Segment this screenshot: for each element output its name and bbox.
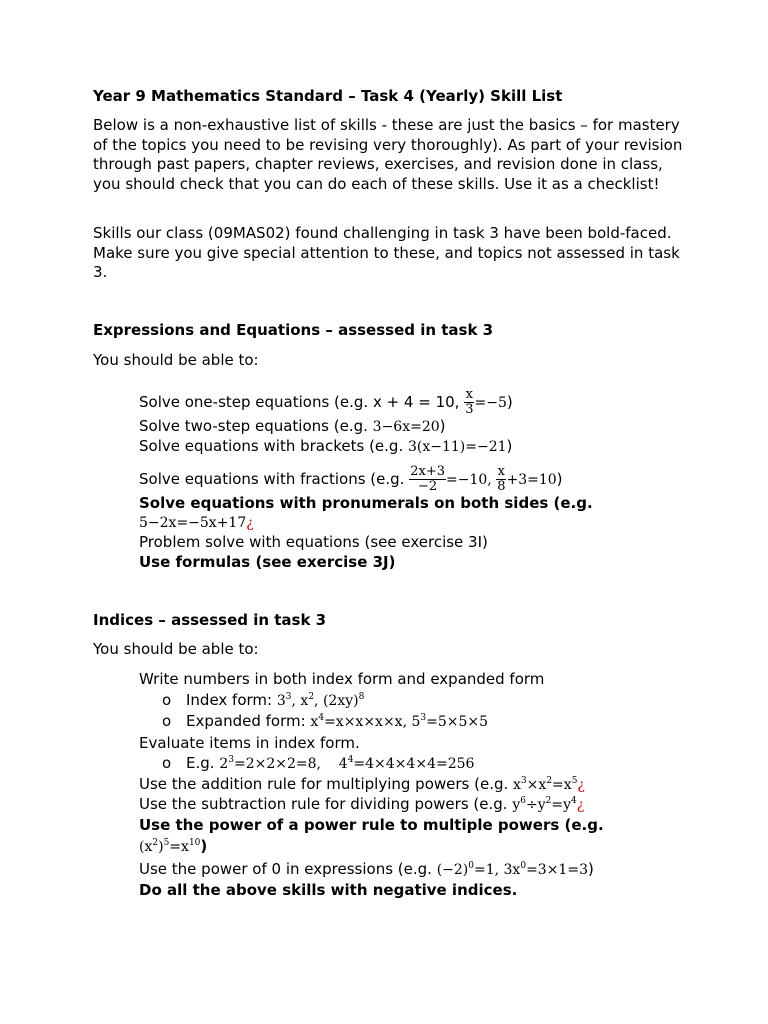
intro-paragraph-1: Below is a non-exhaustive list of skills - these are just the basics – for mastery of the topics you need to be revising very thoroughly). As part of your revision through past papers, chapter reviews, exercises, and revision done in class, you should check that you can do each of these skills. Use it as a checklist! xyxy=(93,116,683,193)
skill-negative-indices: Do all the above skills with negative indices. xyxy=(139,881,518,899)
bullet-icon: o xyxy=(162,754,172,772)
bullet-index-form: o Index form: $3^3$, $x^2$, $(2xy)^8$ xyxy=(162,691,365,709)
skill-one-step-equations: Solve one-step equations (e.g. x + 4 = 10, $\frac{x}{3}$ =−5) xyxy=(139,387,513,417)
section-heading-indices: Indices – assessed in task 3 xyxy=(93,611,327,629)
skill-equations-brackets: Solve equations with brackets (e.g. 3(x−11)=−21) xyxy=(139,437,513,455)
evaluate-example-math: $2^3=2\times 2\times 2=8$, $4^4=4\times 4\times 4\times 4=256$ xyxy=(219,755,475,772)
skill-problem-solve: Problem solve with equations (see exercise 3I) xyxy=(139,533,488,551)
fraction: $\frac{x}{8}$ xyxy=(497,464,506,494)
bullet-icon: o xyxy=(162,712,172,730)
fraction: $\frac{x}{3}$ xyxy=(465,387,474,417)
power-of-zero-math: $(-2)^0=1$, $3x^0=3\times 1=3$ xyxy=(436,861,588,878)
bullet-expanded-form: o Expanded form: $x^4=x\times x\times x\times x$, $5^3=5\times 5\times 5$ xyxy=(162,712,489,730)
skill-two-step-equations: Solve two-step equations (e.g. 3−6x=20) xyxy=(139,417,446,435)
subtraction-rule-math: $y^6\div y^2=y^4$ xyxy=(512,796,577,813)
section-lead-expressions: You should be able to: xyxy=(93,351,259,369)
skill-power-of-zero: Use the power of 0 in expressions (e.g. $(-2)^0=1$, $3x^0=3\times 1=3$) xyxy=(139,860,594,878)
addition-rule-math: $x^3\times x^2=x^5$ xyxy=(513,776,578,793)
skill-index-expanded-form: Write numbers in both index form and expanded form xyxy=(139,670,545,688)
skill-power-of-power: Use the power of a power rule to multiple powers (e.g. xyxy=(139,816,604,834)
skill-subtraction-rule: Use the subtraction rule for dividing powers (e.g. $y^6\div y^2=y^4¿$ xyxy=(139,795,585,813)
skill-power-of-power-example: $(x^2)^5=x^{10}$) xyxy=(139,837,208,855)
index-form-math: $3^3$, $x^2$, $(2xy)^8$ xyxy=(276,692,365,709)
skill-evaluate-index: Evaluate items in index form. xyxy=(139,734,360,752)
bullet-evaluate-example: o E.g. $2^3=2\times 2\times 2=8$, $4^4=4\times 4\times 4\times 4=256$ xyxy=(162,754,475,772)
skill-equations-fractions: Solve equations with fractions (e.g. $\frac{2x+3}{-2}$ =−10, $\frac{x}{8}$ +3=10) xyxy=(139,464,563,494)
intro-paragraph-2: Skills our class (09MAS02) found challenging in task 3 have been bold-faced. Make sure you give special attention to these, and topics not assessed in task 3. xyxy=(93,224,680,282)
fraction: $\frac{2x+3}{-2}$ xyxy=(410,464,445,494)
skill-pronumerals-example: 5−2x=−5x+17¿ xyxy=(139,515,254,531)
expanded-form-math: $x^4=x\times x\times x\times x$, $5^3=5\times 5\times 5$ xyxy=(310,713,489,730)
power-of-power-math: $(x^2)^5=x^{10}$ xyxy=(139,838,201,855)
skill-pronumerals-both-sides: Solve equations with pronumerals on both sides (e.g. xyxy=(139,494,593,512)
section-lead-indices: You should be able to: xyxy=(93,640,259,658)
document-title: Year 9 Mathematics Standard – Task 4 (Yearly) Skill List xyxy=(93,87,563,105)
skill-addition-rule: Use the addition rule for multiplying powers (e.g. $x^3\times x^2=x^5¿$ xyxy=(139,775,585,793)
bullet-icon: o xyxy=(162,691,172,709)
skill-use-formulas: Use formulas (see exercise 3J) xyxy=(139,553,396,571)
section-heading-expressions: Expressions and Equations – assessed in task 3 xyxy=(93,321,494,339)
